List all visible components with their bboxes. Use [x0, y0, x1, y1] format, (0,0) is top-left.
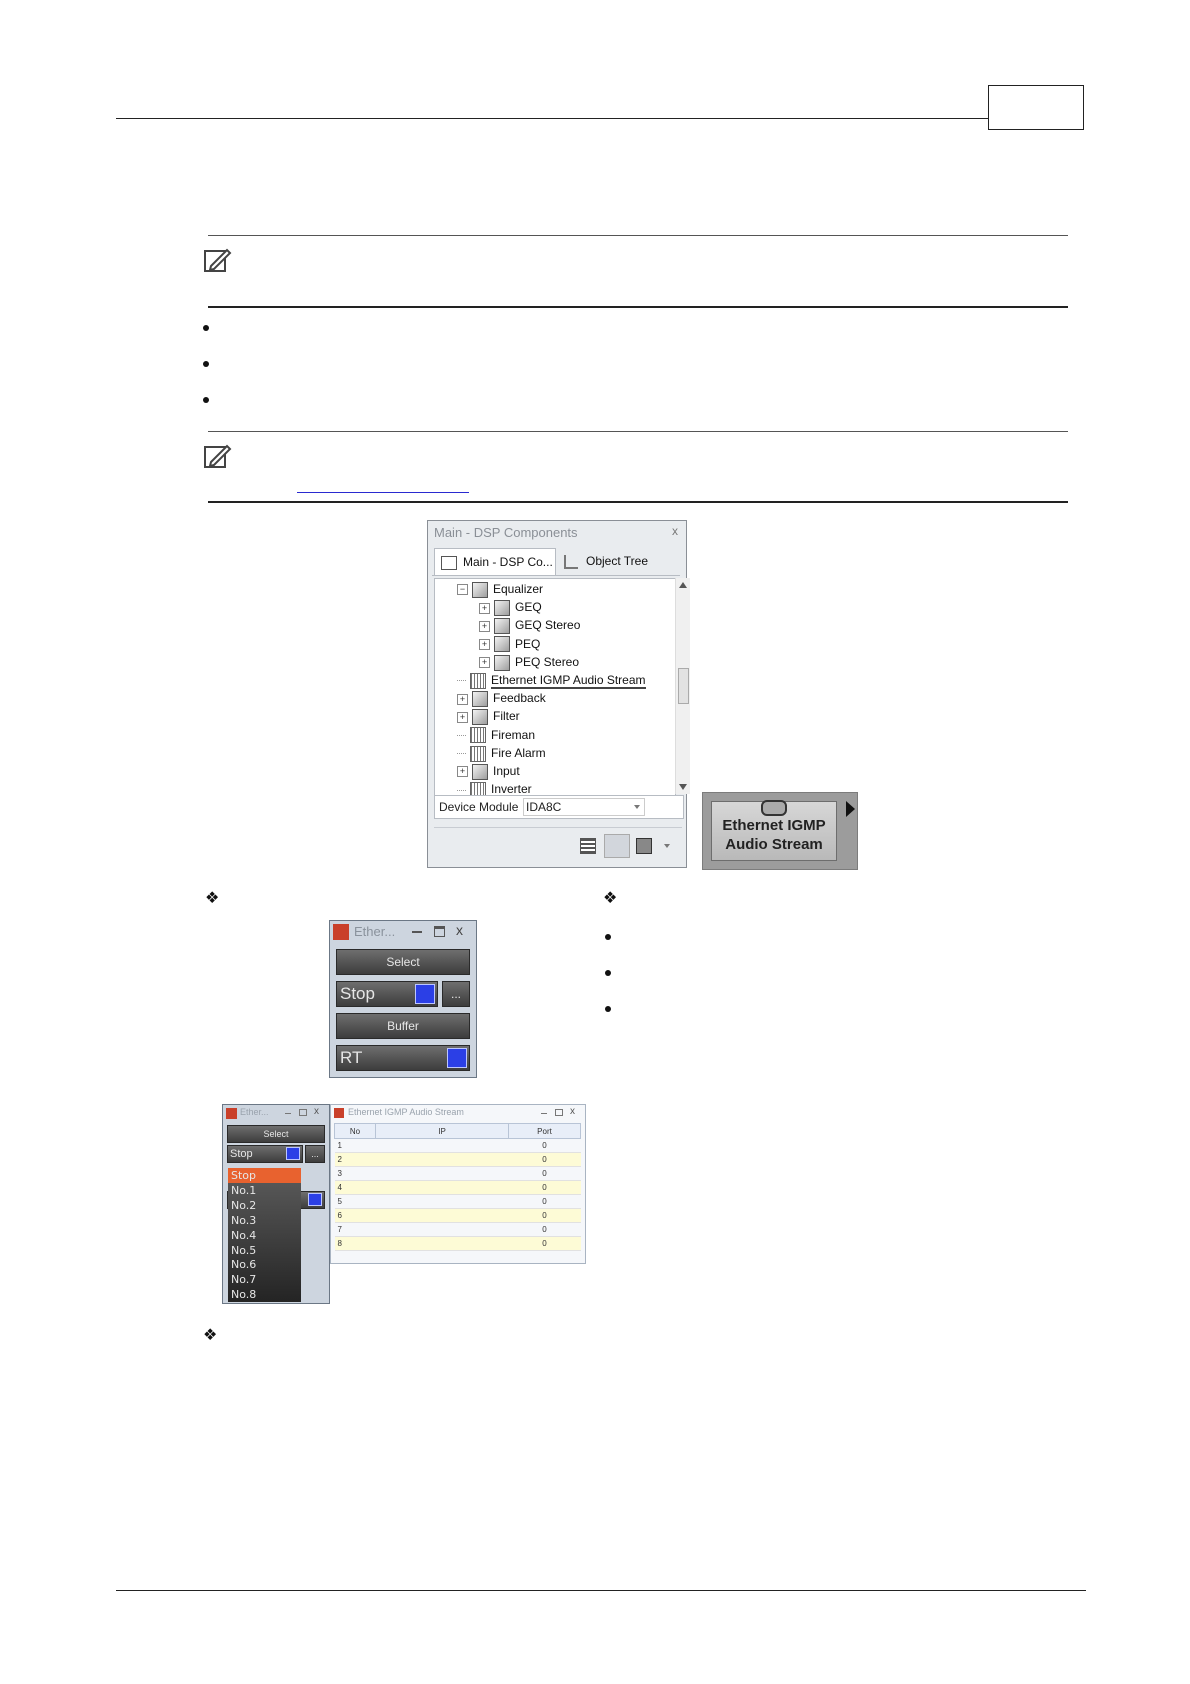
maximize-icon[interactable]: [555, 1109, 563, 1116]
expand-icon[interactable]: +: [457, 712, 468, 723]
device-module-select[interactable]: IDA8C: [523, 798, 645, 816]
dropdown-option[interactable]: No.3: [231, 1213, 257, 1227]
expand-icon[interactable]: +: [479, 657, 490, 668]
cell-no: 5: [335, 1195, 376, 1209]
folder-icon: [494, 655, 510, 671]
app-icon: [226, 1108, 237, 1119]
panel-toolbar: [434, 827, 682, 862]
column-header-no[interactable]: No: [335, 1124, 376, 1139]
component-icon: [470, 746, 486, 762]
tree-item-label: PEQ: [515, 636, 541, 651]
tree-scrollbar[interactable]: [675, 578, 690, 794]
tree-item-label: GEQ Stereo: [515, 618, 581, 633]
cell-no: 8: [335, 1237, 376, 1251]
cell-port: 0: [509, 1195, 581, 1209]
tree-item[interactable]: [457, 762, 520, 780]
tree-item[interactable]: [479, 635, 540, 653]
note2-top-rule: [208, 431, 1068, 432]
object-tree[interactable]: [434, 578, 676, 796]
chevron-down-icon[interactable]: [447, 1048, 467, 1068]
buffer-dropdown[interactable]: RT: [336, 1045, 470, 1071]
select-dropdown[interactable]: Stop: [227, 1145, 303, 1163]
cell-port: 0: [509, 1139, 581, 1153]
column-header-ip[interactable]: IP: [376, 1124, 509, 1139]
folder-icon: [494, 618, 510, 634]
dropdown-option[interactable]: No.7: [231, 1273, 257, 1287]
dropdown-option[interactable]: No.8: [231, 1288, 257, 1302]
tree-item-label: Inverter: [491, 782, 532, 796]
cell-no: 3: [335, 1167, 376, 1181]
tree-connector: [457, 753, 466, 754]
close-icon[interactable]: x: [570, 1106, 575, 1117]
dropdown-option[interactable]: No.4: [231, 1228, 257, 1242]
folder-icon: [494, 636, 510, 652]
toolbar-dropdown-icon[interactable]: [664, 844, 670, 848]
cell-ip: [376, 1195, 509, 1209]
table-header-row: [335, 1124, 581, 1139]
maximize-icon[interactable]: [434, 926, 445, 937]
tree-item-label: Fire Alarm: [491, 745, 546, 760]
bullet-1: [203, 325, 209, 331]
output-arrow-icon: [846, 801, 855, 817]
component-icon: [470, 673, 486, 689]
page-number-box: [988, 85, 1084, 130]
tree-item[interactable]: [457, 671, 646, 689]
tree-item-label: Feedback: [493, 691, 546, 706]
cell-port: 0: [509, 1237, 581, 1251]
table-row[interactable]: [335, 1209, 581, 1223]
tree-item[interactable]: [457, 780, 532, 796]
tree-icon: [564, 555, 578, 569]
dsp-components-panel: [427, 520, 687, 868]
app-icon: [334, 1108, 344, 1118]
footer-rule: [116, 1590, 1086, 1591]
component-icon: [470, 782, 486, 796]
maximize-icon[interactable]: [299, 1109, 307, 1116]
cell-ip: [376, 1237, 509, 1251]
tree-item[interactable]: [457, 707, 520, 725]
tree-item[interactable]: [479, 653, 579, 671]
table-row[interactable]: [335, 1223, 581, 1237]
tree-item[interactable]: [479, 616, 580, 634]
minimize-icon[interactable]: [285, 1113, 291, 1114]
component-list-icon: [441, 556, 457, 570]
select-button[interactable]: Select: [336, 949, 470, 975]
panel-title: Main - DSP Components: [434, 525, 578, 540]
cell-no: 7: [335, 1223, 376, 1237]
expand-icon[interactable]: +: [457, 766, 468, 777]
igmp-component-face: Ethernet IGMP Audio Stream: [711, 801, 837, 861]
chevron-down-icon[interactable]: [308, 1193, 322, 1206]
table-row[interactable]: [335, 1237, 581, 1251]
note-icon: [203, 246, 233, 274]
hyperlink-underline[interactable]: [297, 492, 469, 493]
scroll-thumb[interactable]: [678, 668, 689, 704]
expand-icon[interactable]: +: [479, 639, 490, 650]
bullet-6: [605, 1006, 611, 1012]
dropdown-option[interactable]: No.2: [231, 1198, 257, 1212]
cell-no: 1: [335, 1139, 376, 1153]
cell-ip: [376, 1223, 509, 1237]
note-bottom-rule: [208, 306, 1068, 308]
close-icon[interactable]: x: [672, 524, 678, 538]
scroll-up-icon[interactable]: [679, 582, 687, 588]
table-row[interactable]: [335, 1139, 581, 1153]
network-port-icon: [761, 800, 787, 816]
cell-ip: [376, 1139, 509, 1153]
cell-ip: [376, 1209, 509, 1223]
tree-item-label: GEQ: [515, 600, 542, 615]
image-view-icon[interactable]: [636, 838, 652, 854]
diamond-bullet: ❖: [205, 888, 220, 907]
tree-item[interactable]: [457, 744, 546, 762]
device-module-row: [434, 795, 684, 819]
cell-port: 0: [509, 1167, 581, 1181]
chevron-down-icon: [634, 805, 640, 809]
expand-icon[interactable]: +: [457, 694, 468, 705]
ethernet-control-window: [329, 920, 477, 1078]
folder-icon: [472, 709, 488, 725]
cell-port: 0: [509, 1181, 581, 1195]
ethernet-control-window-small: Ether... x Select Stop ...: [222, 1104, 330, 1304]
tree-connector: [457, 680, 466, 681]
list-view-icon[interactable]: [580, 838, 596, 854]
tree-item-label: Input: [493, 764, 520, 778]
cell-no: 2: [335, 1153, 376, 1167]
folder-icon: [472, 764, 488, 780]
tree-item-label: Equalizer: [493, 582, 544, 596]
tab-object-tree[interactable]: Object Tree: [560, 548, 676, 574]
folder-icon: [472, 691, 488, 707]
cell-port: 0: [509, 1153, 581, 1167]
device-module-label: Device Module: [439, 800, 519, 814]
chevron-down-icon[interactable]: [415, 984, 435, 1004]
dropdown-option[interactable]: No.1: [231, 1183, 257, 1197]
note-top-rule: [208, 235, 1068, 236]
minimize-icon[interactable]: [541, 1113, 547, 1114]
bullet-2: [203, 361, 209, 367]
panel-tabs: [432, 547, 680, 576]
tree-item-label: Fireman: [491, 727, 536, 742]
bullet-5: [605, 970, 611, 976]
column-header-port[interactable]: Port: [509, 1124, 581, 1139]
cell-ip: [376, 1167, 509, 1181]
buffer-button[interactable]: Buffer: [336, 1013, 470, 1039]
diamond-bullet: ❖: [203, 1325, 218, 1344]
stream-table: [334, 1123, 581, 1251]
note2-bottom-rule: [208, 501, 1068, 503]
table-row[interactable]: [335, 1195, 581, 1209]
app-icon: [333, 924, 349, 940]
cell-port: 0: [509, 1223, 581, 1237]
select-button[interactable]: Select: [227, 1125, 325, 1143]
table-row[interactable]: [335, 1153, 581, 1167]
cell-port: 0: [509, 1209, 581, 1223]
cell-no: 4: [335, 1181, 376, 1195]
tree-item-label: Ethernet IGMP Audio Stream: [491, 673, 646, 687]
tree-item-label: PEQ Stereo: [515, 654, 580, 669]
scroll-down-icon[interactable]: [679, 784, 687, 790]
more-button[interactable]: ...: [442, 981, 470, 1007]
cell-ip: [376, 1153, 509, 1167]
dropdown-option[interactable]: Stop: [228, 1168, 301, 1183]
tab-main-dsp[interactable]: Main - DSP Co...: [434, 548, 556, 575]
cell-no: 6: [335, 1209, 376, 1223]
tree-item[interactable]: [479, 598, 542, 616]
tree-item[interactable]: [457, 726, 535, 744]
tree-item[interactable]: [457, 689, 546, 707]
tree-item[interactable]: [457, 580, 543, 598]
dropdown-option[interactable]: No.5: [231, 1243, 257, 1257]
table-row[interactable]: [335, 1167, 581, 1181]
tree-connector: [457, 790, 466, 791]
igmp-component-block[interactable]: [702, 792, 858, 870]
tree-item-label: Filter: [493, 709, 520, 724]
note-icon: [203, 442, 233, 470]
header-rule: [116, 118, 988, 119]
expand-icon[interactable]: +: [479, 603, 490, 614]
bullet-3: [203, 397, 209, 403]
cell-ip: [376, 1181, 509, 1195]
stream-table-window: [330, 1104, 586, 1264]
folder-icon: [494, 600, 510, 616]
folder-icon: [472, 582, 488, 598]
bullet-4: [605, 934, 611, 940]
expand-icon[interactable]: +: [479, 621, 490, 632]
close-icon[interactable]: x: [456, 922, 463, 938]
diamond-bullet: ❖: [603, 888, 618, 907]
dropdown-option[interactable]: No.6: [231, 1258, 257, 1272]
component-view-icon[interactable]: [604, 834, 630, 858]
collapse-icon[interactable]: −: [457, 584, 468, 595]
more-button[interactable]: ...: [305, 1145, 325, 1163]
window-titlebar: Ether... x: [330, 921, 476, 943]
minimize-icon[interactable]: [412, 931, 422, 933]
window-titlebar: Ethernet IGMP Audio Stream x: [331, 1105, 585, 1121]
tree-connector: [457, 735, 466, 736]
close-icon[interactable]: x: [314, 1106, 319, 1117]
table-row[interactable]: [335, 1181, 581, 1195]
select-dropdown-list[interactable]: [228, 1168, 301, 1302]
chevron-down-icon[interactable]: [286, 1147, 300, 1160]
component-icon: [470, 727, 486, 743]
select-dropdown[interactable]: Stop: [336, 981, 438, 1007]
